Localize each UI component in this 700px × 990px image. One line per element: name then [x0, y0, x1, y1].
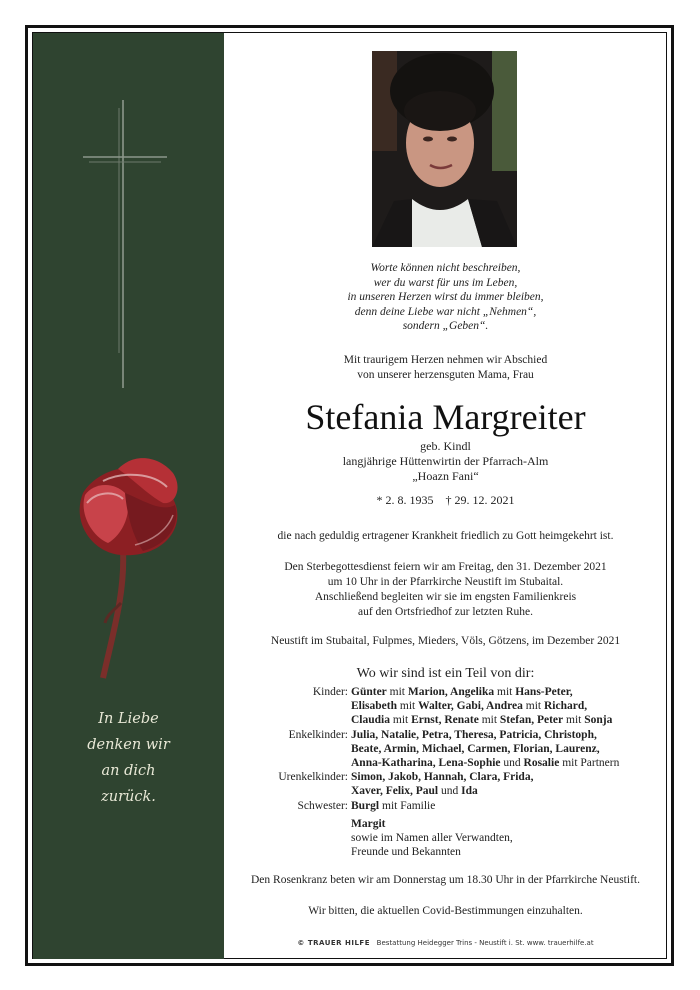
cross-icon [83, 98, 173, 398]
family-extra-line: Freunde und Bekannten [351, 846, 461, 859]
footer [224, 939, 667, 947]
family-heading: Wo wir sind ist ein Teil von dir: [356, 666, 535, 681]
family-row-line: Simon, Jakob, Hannah, Clara, Frida, [351, 771, 534, 784]
family-row-line: Beate, Armin, Michael, Carmen, Florian, Laurenz, [351, 742, 600, 755]
family-extra-line: sowie im Namen aller Verwandten, [351, 832, 513, 845]
portrait-photo [372, 51, 517, 247]
side-text: In Liebe denken wir an dich zurück. [87, 711, 170, 805]
family-row-label: Enkelkinder: [288, 728, 348, 741]
family-row-label: Kinder: [312, 686, 348, 698]
service-text: Den Sterbegottesdienst feiern wir am Freitag, den 31. Dezember 2021 um 10 Uhr in der Pfarrkirche Neustift im Stubaital. Anschließend begleiten wir sie im engsten Familienkreis auf den Ortsfriedhof zur letzten Ruhe. [284, 561, 607, 618]
main-content [224, 33, 667, 959]
life-dates: * 2. 8. 1935 † 29. 12. 2021 [376, 493, 515, 507]
family-row-line: Anna-Katharina, Lena-Sophie und Rosalie mit Partnern [351, 757, 620, 770]
family-row-line: Elisabeth mit Walter, Gabi, Andrea mit Richard, [351, 700, 588, 713]
family-row-line: Xaver, Felix, Paul und Ida [351, 785, 478, 798]
footer-brand: © TRAUER HILFE [297, 939, 370, 947]
family-row [224, 799, 667, 813]
family-row [224, 770, 667, 798]
family-row-line: Günter mit Marion, Angelika mit Hans-Peter, [351, 686, 573, 698]
side-panel [33, 33, 224, 959]
family-row-line: Burgl mit Familie [351, 799, 436, 812]
family-row-label: Schwester: [297, 799, 348, 812]
covid-text: Wir bitten, die aktuellen Covid-Bestimmungen einzuhalten. [308, 905, 583, 917]
memorial-quote: Worte können nicht beschreiben, wer du warst für uns im Leben, in unseren Herzen wirst du immer bleiben, denn deine Liebe war nicht „Nehmen“, sondern „Geben“. [347, 262, 544, 332]
passing-text: die nach geduldig ertragener Krankheit friedlich zu Gott heimgekehrt ist. [277, 530, 614, 542]
family-list [224, 685, 667, 859]
family-row-line: Julia, Natalie, Petra, Theresa, Patricia, Christoph, [351, 728, 597, 741]
family-row-label: Urenkelkinder: [278, 771, 348, 784]
family-row-line: Claudia mit Ernst, Renate mit Stefan, Peter mit Sonja [351, 714, 613, 727]
deceased-details: geb. Kindl langjährige Hüttenwirtin der Pfarrach-Alm „Hoazn Fani“ [342, 439, 549, 483]
footer-text: Bestattung Heidegger Trins - Neustift i. St. www. trauerhilfe.at [376, 939, 594, 947]
rose-image [63, 433, 213, 683]
intro-text: Mit traurigem Herzen nehmen wir Abschied von unserer herzensguten Mama, Frau [343, 354, 548, 381]
family-row [224, 728, 667, 771]
family-row [224, 685, 667, 728]
family-extra-name: Margit [351, 817, 386, 830]
place-date: Neustift im Stubaital, Fulpmes, Mieders, Völs, Götzens, im Dezember 2021 [270, 635, 621, 647]
rosary-text: Den Rosenkranz beten wir am Donnerstag um 18.30 Uhr in der Pfarrkirche Neustift. [251, 874, 640, 886]
deceased-name: Stefania Margreiter [305, 397, 586, 437]
